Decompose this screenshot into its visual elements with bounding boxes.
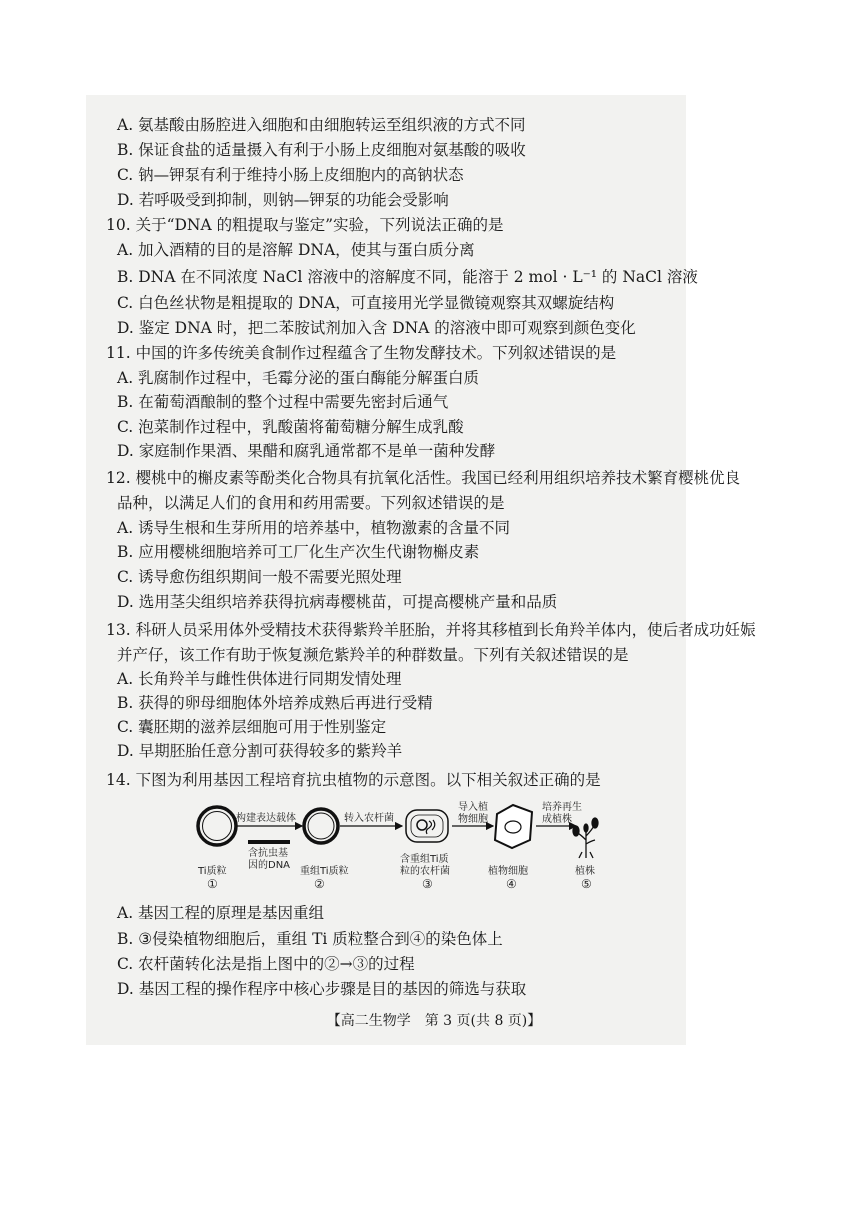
q12-option-c: C. 诱导愈伤组织期间一般不需要光照处理	[117, 568, 402, 586]
q10-option-a: A. 加入酒精的目的是溶解 DNA，使其与蛋白质分离	[117, 241, 475, 259]
label-num-4: ④	[506, 877, 517, 891]
dna-fragment	[248, 840, 290, 844]
q10-stem: 10. 关于“DNA 的粗提取与鉴定”实验，下列说法正确的是	[106, 216, 504, 234]
q11-option-d: D. 家庭制作果酒、果醋和腐乳通常都不是单一菌种发酵	[117, 442, 496, 460]
label-num-3: ③	[422, 877, 433, 891]
q12-stem-line2: 品种，以满足人们的食用和药用需要。下列叙述错误的是	[117, 494, 505, 512]
q11-stem: 11. 中国的许多传统美食制作过程蕴含了生物发酵技术。下列叙述错误的是	[106, 344, 617, 362]
arrow-1-label: 构建表达载体	[236, 813, 296, 824]
plant-label: 植株	[575, 866, 595, 877]
q12-option-b: B. 应用樱桃细胞培养可工厂化生产次生代谢物槲皮素	[117, 543, 480, 561]
page-footer: 【高二生物学 第 3 页(共 8 页)】	[326, 1013, 542, 1029]
q14-option-c: C. 农杆菌转化法是指上图中的②→③的过程	[117, 955, 415, 973]
q10-option-b: B. DNA 在不同浓度 NaCl 溶液中的溶解度不同，能溶于 2 mol · L⁻¹ 的 NaCl 溶液	[117, 268, 698, 286]
plant-cell-icon	[495, 805, 532, 848]
q9-option-b: B. 保证食盐的适量摄入有利于小肠上皮细胞对氨基酸的吸收	[117, 141, 526, 159]
q11-option-a: A. 乳腐制作过程中，毛霉分泌的蛋白酶能分解蛋白质	[117, 369, 480, 387]
q10-option-d: D. 鉴定 DNA 时，把二苯胺试剂加入含 DNA 的溶液中即可观察到颜色变化	[117, 319, 636, 337]
q13-stem-line2: 并产仔，该工作有助于恢复濒危紫羚羊的种群数量。下列有关叙述错误的是	[117, 646, 629, 664]
q14-option-a: A. 基因工程的原理是基因重组	[117, 904, 325, 922]
agrobacterium-icon	[406, 810, 448, 842]
q13-option-a: A. 长角羚羊与雌性供体进行同期发情处理	[117, 670, 402, 688]
q12-stem-line1: 12. 樱桃中的槲皮素等酚类化合物具有抗氧化活性。我国已经利用组织培养技术繁育樱桃优良	[106, 469, 741, 487]
agro-label-line1: 含重组Ti质	[400, 854, 449, 865]
ti-plasmid-circle	[198, 807, 236, 845]
q11-option-c: C. 泡菜制作过程中，乳酸菌将葡萄糖分解生成乳酸	[117, 418, 464, 436]
label-num-1: ①	[207, 877, 218, 891]
q9-option-d: D. 若呼吸受到抑制，则钠—钾泵的功能会受影响	[117, 191, 449, 209]
arrow-4-label-line2: 成植株	[542, 814, 572, 825]
label-num-5: ⑤	[581, 877, 592, 891]
arrow-2-label: 转入农杆菌	[344, 813, 394, 824]
q14-option-d: D. 基因工程的操作程序中核心步骤是目的基因的筛选与获取	[117, 980, 527, 998]
q10-option-c: C. 白色丝状物是粗提取的 DNA，可直接用光学显微镜观察其双螺旋结构	[117, 294, 615, 312]
ti-plasmid-label: Ti质粒	[198, 866, 227, 877]
plant-cell-label: 植物细胞	[488, 866, 528, 877]
arrow-3-label-line2: 物细胞	[458, 814, 488, 825]
recombinant-plasmid-circle	[304, 809, 338, 843]
q14-stem: 14. 下图为利用基因工程培育抗虫植物的示意图。以下相关叙述正确的是	[106, 771, 601, 789]
agro-label-line2: 粒的农杆菌	[400, 866, 450, 877]
gene-engineering-diagram	[190, 800, 630, 892]
q12-option-d: D. 选用茎尖组织培养获得抗病毒樱桃苗，可提高樱桃产量和品质	[117, 593, 558, 611]
q13-option-b: B. 获得的卵母细胞体外培养成熟后再进行受精	[117, 694, 433, 712]
q14-option-b: B. ③侵染植物细胞后，重组 Ti 质粒整合到④的染色体上	[117, 930, 503, 948]
q12-option-a: A. 诱导生根和生芽所用的培养基中，植物激素的含量不同	[117, 519, 511, 537]
q9-option-a: A. 氨基酸由肠腔进入细胞和由细胞转运至组织液的方式不同	[117, 116, 526, 134]
recombinant-plasmid-label: 重组Ti质粒	[300, 866, 349, 877]
q9-option-c: C. 钠—钾泵有利于维持小肠上皮细胞内的高钠状态	[117, 166, 464, 184]
q13-stem-line1: 13. 科研人员采用体外受精技术获得紫羚羊胚胎，并将其移植到长角羚羊体内，使后者成功妊娠	[106, 621, 756, 639]
q13-option-d: D. 早期胚胎任意分割可获得较多的紫羚羊	[117, 742, 403, 760]
q13-option-c: C. 囊胚期的滋养层细胞可用于性别鉴定	[117, 718, 387, 736]
gene-label-line1: 含抗虫基	[248, 848, 288, 859]
arrow-3-label-line1: 导入植	[458, 802, 488, 813]
q11-option-b: B. 在葡萄酒酿制的整个过程中需要先密封后通气	[117, 393, 449, 411]
plant-icon	[573, 818, 598, 858]
arrow-4-label-line1: 培养再生	[542, 802, 582, 813]
label-num-2: ②	[314, 877, 325, 891]
gene-label-line2: 因的DNA	[248, 860, 291, 871]
